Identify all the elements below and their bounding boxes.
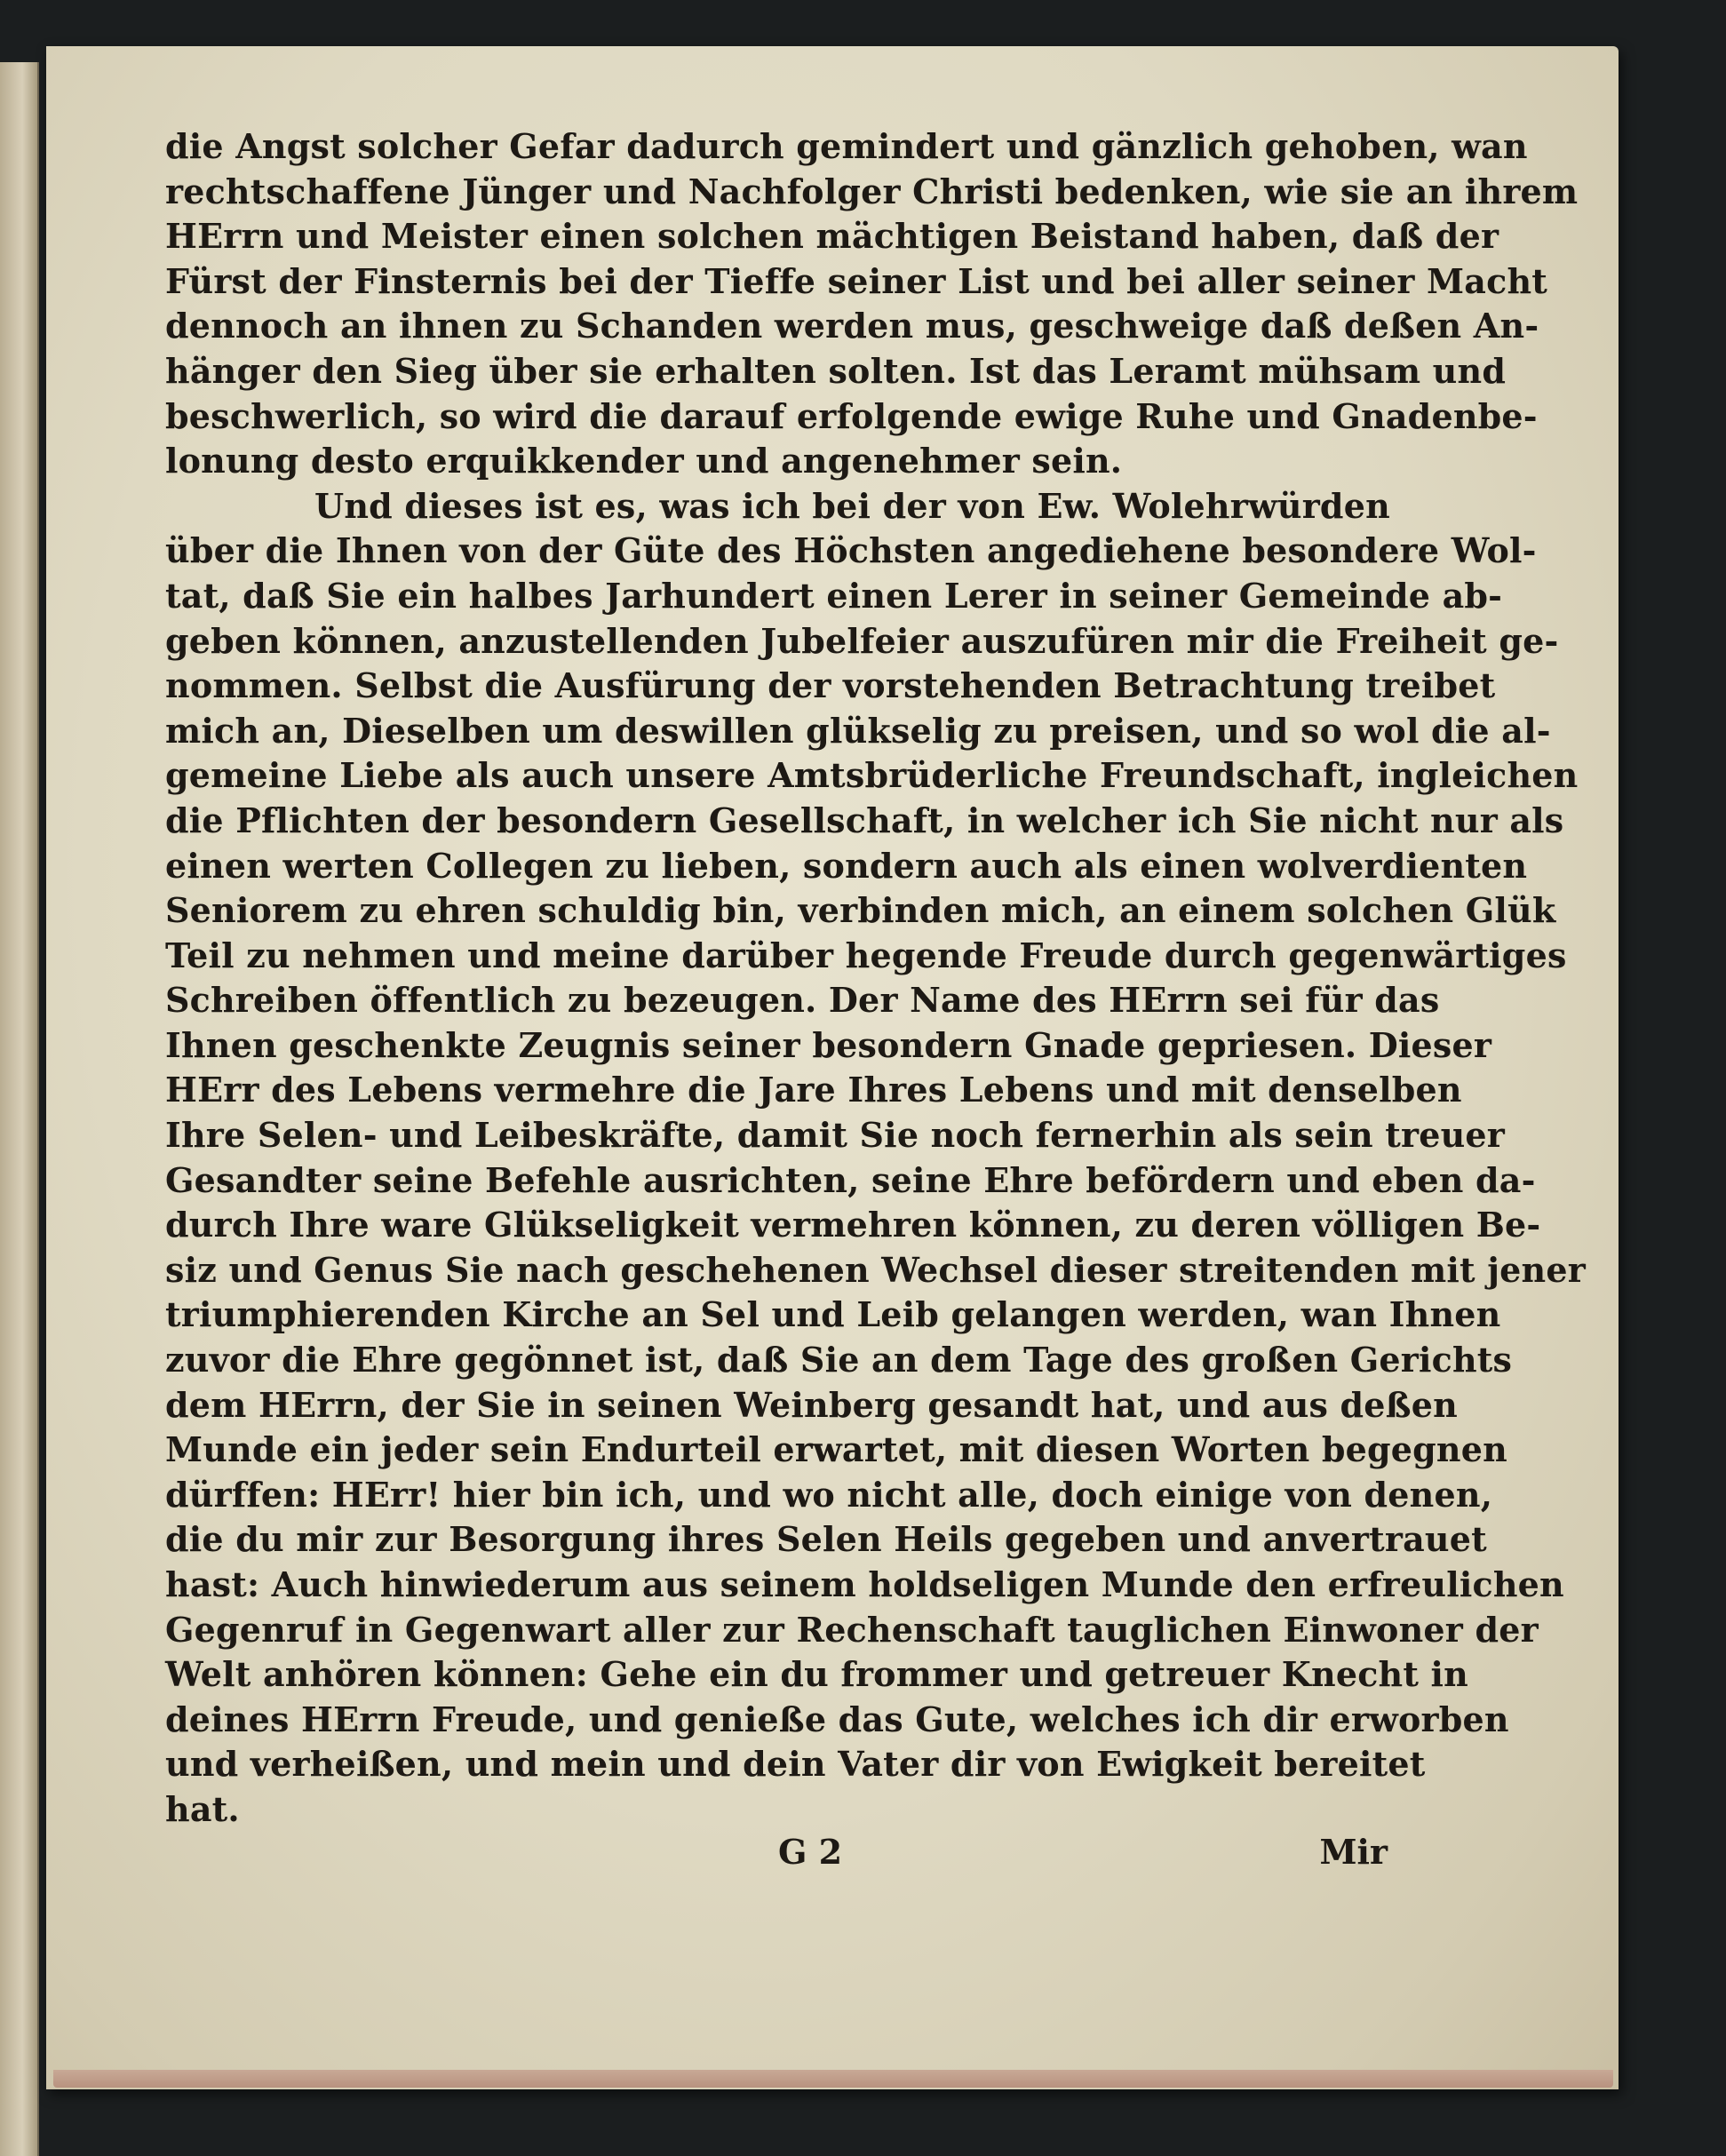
text-line: HErr des Lebens vermehre die Jare Ihres Lebens und mit denselben <box>165 1070 1462 1110</box>
text-line: triumphierenden Kirche an Sel und Leib gelangen werden, wan Ihnen <box>165 1294 1501 1335</box>
text-line: mich an, Dieselben um deswillen glükselig zu preisen, und so wol die al- <box>165 710 1551 751</box>
text-line: einen werten Collegen zu lieben, sondern auch als einen wolverdienten <box>165 845 1528 886</box>
text-line: tat, daß Sie ein halbes Jarhundert einen Lerer in seiner Gemeinde ab- <box>165 575 1503 616</box>
text-line: beschwerlich, so wird die darauf erfolgende ewige Ruhe und Gnadenbe- <box>165 395 1538 436</box>
text-line: Gegenruf in Gegenwart aller zur Rechenschaft tauglichen Einwoner der <box>165 1609 1539 1650</box>
text-line: dennoch an ihnen zu Schanden werden mus, geschweige daß deßen An- <box>165 306 1539 346</box>
text-line: die Angst solcher Gefar dadurch gemindert und gänzlich gehoben, wan <box>165 126 1528 166</box>
text-line: lonung desto erquikkender und angenehmer sein. <box>165 441 1123 481</box>
text-line: Munde ein jeder sein Endurteil erwartet, mit diesen Worten begegnen <box>165 1429 1507 1470</box>
text-line: siz und Genus Sie nach geschehenen Wechsel dieser streitenden mit jener <box>165 1249 1586 1290</box>
text-line: Teil zu nehmen und meine darüber hegende Freude durch gegenwärtiges <box>165 935 1567 975</box>
text-line: Welt anhören können: Gehe ein du frommer und getreuer Knecht in <box>165 1654 1469 1695</box>
text-line: Schreiben öffentlich zu bezeugen. Der Name des HErrn sei für das <box>165 980 1440 1021</box>
text-line: rechtschaffene Jünger und Nachfolger Christi bedenken, wie sie an ihrem <box>165 171 1579 211</box>
text-line: deines HErrn Freude, und genieße das Gute, welches ich dir erworben <box>165 1699 1509 1739</box>
text-line: zuvor die Ehre gegönnet ist, daß Sie an dem Tage des großen Gerichts <box>165 1340 1513 1380</box>
text-line: Gesandter seine Befehle ausrichten, seine Ehre befördern und eben da- <box>165 1159 1536 1200</box>
text-line: und verheißen, und mein und dein Vater dir von Ewigkeit bereitet <box>165 1744 1426 1785</box>
page-bottom-edge <box>53 2070 1613 2088</box>
text-line: über die Ihnen von der Güte des Höchsten angediehene besondere Wol- <box>165 530 1537 571</box>
page-footer <box>165 1832 1388 1882</box>
text-line: nommen. Selbst die Ausfürung der vorstehenden Betrachtung treibet <box>165 665 1496 706</box>
catchword: Mir <box>1319 1832 1388 1872</box>
text-line: hat. <box>165 1788 240 1829</box>
text-line: gemeine Liebe als auch unsere Amtsbrüderliche Freundschaft, ingleichen <box>165 755 1579 796</box>
text-line: hänger den Sieg über sie erhalten solten. Ist das Leramt mühsam und <box>165 350 1507 391</box>
body-text <box>165 124 1586 1833</box>
text-line: dürffen: HErr! hier bin ich, und wo nicht alle, doch einige von denen, <box>165 1474 1493 1515</box>
text-line: Ihnen geschenkte Zeugnis seiner besondern Gnade gepriesen. Dieser <box>165 1024 1492 1065</box>
facing-page-edge <box>0 62 39 2156</box>
text-line: die Pflichten der besondern Gesellschaft, in welcher ich Sie nicht nur als <box>165 800 1564 840</box>
text-line: die du mir zur Besorgung ihres Selen Heils gegeben und anvertrauet <box>165 1519 1487 1560</box>
text-line: Fürst der Finsternis bei der Tieffe seiner List und bei aller seiner Macht <box>165 260 1548 301</box>
text-line: durch Ihre ware Glükseligkeit vermehren können, zu deren völligen Be- <box>165 1205 1541 1245</box>
text-line-paragraph-start: Und dieses ist es, was ich bei der von Ew. Wolehrwürden <box>314 485 1390 526</box>
text-line: geben können, anzustellenden Jubelfeier auszufüren mir die Freiheit ge- <box>165 620 1559 661</box>
signature-mark: G 2 <box>778 1832 843 1872</box>
text-line: Seniorem zu ehren schuldig bin, verbinden mich, an einem solchen Glük <box>165 890 1556 931</box>
text-line: hast: Auch hinwiederum aus seinem holdseligen Munde den erfreulichen <box>165 1564 1564 1604</box>
text-line: Ihre Selen- und Leibeskräfte, damit Sie noch fernerhin als sein treuer <box>165 1115 1506 1156</box>
text-line: dem HErrn, der Sie in seinen Weinberg gesandt hat, und aus deßen <box>165 1384 1458 1425</box>
text-line: HErrn und Meister einen solchen mächtigen Beistand haben, daß der <box>165 216 1499 257</box>
